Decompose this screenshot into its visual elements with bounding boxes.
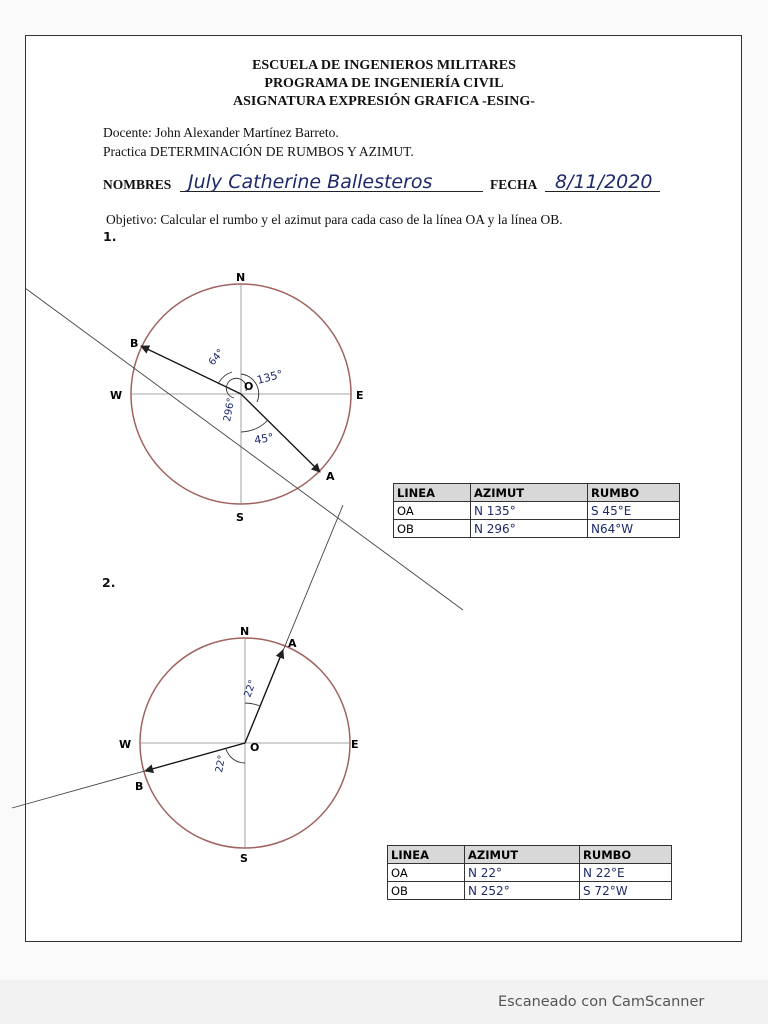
header-rumbo: RUMBO [588, 484, 680, 502]
label-s: S [236, 511, 244, 524]
label-a: A [326, 470, 335, 483]
angle-22-top: 22° [242, 678, 259, 700]
label-s: S [240, 852, 248, 865]
date-value: 8/11/2020 [555, 171, 653, 193]
label-n: N [236, 271, 246, 284]
cell-rumbo: S 45°E [588, 502, 680, 520]
angle-22-bottom: 22° [214, 754, 229, 774]
label-b: B [135, 780, 144, 793]
angle-64: 64° [206, 347, 227, 368]
label-b: B [130, 337, 139, 350]
cell-rumbo: S 72°W [580, 882, 672, 900]
cell-linea: OB [388, 882, 465, 900]
table-row [394, 520, 680, 538]
header-azimut: AZIMUT [471, 484, 588, 502]
cell-azimut: N 296° [471, 520, 588, 538]
line-oa [241, 394, 320, 472]
table-header-row [394, 484, 680, 502]
exercise1-number: 1. [103, 229, 117, 244]
label-o: O [250, 741, 260, 754]
label-a: A [288, 637, 297, 650]
school-title: ESCUELA DE INGENIEROS MILITARES [252, 58, 516, 73]
cell-azimut: N 22° [465, 864, 580, 882]
header-rumbo: RUMBO [580, 846, 672, 864]
label-e: E [356, 389, 364, 402]
cell-linea: OB [394, 520, 471, 538]
cell-azimut: N 252° [465, 882, 580, 900]
label-n: N [240, 625, 250, 638]
label-o: O [244, 380, 254, 393]
label-w: W [110, 389, 123, 402]
table-header-row [388, 846, 672, 864]
practice-line: Practica DETERMINACIÓN DE RUMBOS Y AZIMUT. [103, 144, 414, 159]
names-label: NOMBRES [103, 177, 172, 192]
arc-45 [241, 420, 268, 432]
header-azimut: AZIMUT [465, 846, 580, 864]
angle-135: 135° [255, 367, 285, 387]
label-w: W [119, 738, 132, 751]
arc-22-top [245, 703, 260, 706]
program-title: PROGRAMA DE INGENIERÍA CIVIL [264, 76, 504, 91]
names-value: July Catherine Ballesteros [188, 171, 433, 193]
table-exercise2 [387, 845, 672, 900]
line-ob [141, 346, 241, 394]
camscanner-watermark: Escaneado con CamScanner [498, 994, 705, 1010]
table-row [394, 502, 680, 520]
cell-rumbo: N 22°E [580, 864, 672, 882]
teacher-line: Docente: John Alexander Martínez Barreto. [103, 125, 339, 140]
arc-64 [218, 372, 232, 384]
line-ob [145, 743, 245, 774]
course-title: ASIGNATURA EXPRESIÓN GRAFICA -ESING- [233, 94, 535, 109]
construction-line [25, 288, 463, 610]
header-linea: LINEA [394, 484, 471, 502]
cell-linea: OA [394, 502, 471, 520]
cell-linea: OA [388, 864, 465, 882]
date-label: FECHA [490, 177, 538, 192]
angle-296: 296° [222, 396, 238, 423]
table-row [388, 882, 672, 900]
objective-line: Objetivo: Calcular el rumbo y el azimut para cada caso de la línea OA y la línea OB. [106, 212, 563, 227]
angle-45: 45° [253, 430, 275, 447]
label-e: E [351, 738, 359, 751]
compass-1 [25, 271, 463, 610]
header-linea: LINEA [388, 846, 465, 864]
compass-2 [12, 505, 359, 865]
cell-rumbo: N64°W [588, 520, 680, 538]
table-exercise1 [393, 483, 680, 538]
exercise2-number: 2. [102, 575, 116, 590]
arc-22-bottom [226, 749, 245, 763]
table-row [388, 864, 672, 882]
cell-azimut: N 135° [471, 502, 588, 520]
